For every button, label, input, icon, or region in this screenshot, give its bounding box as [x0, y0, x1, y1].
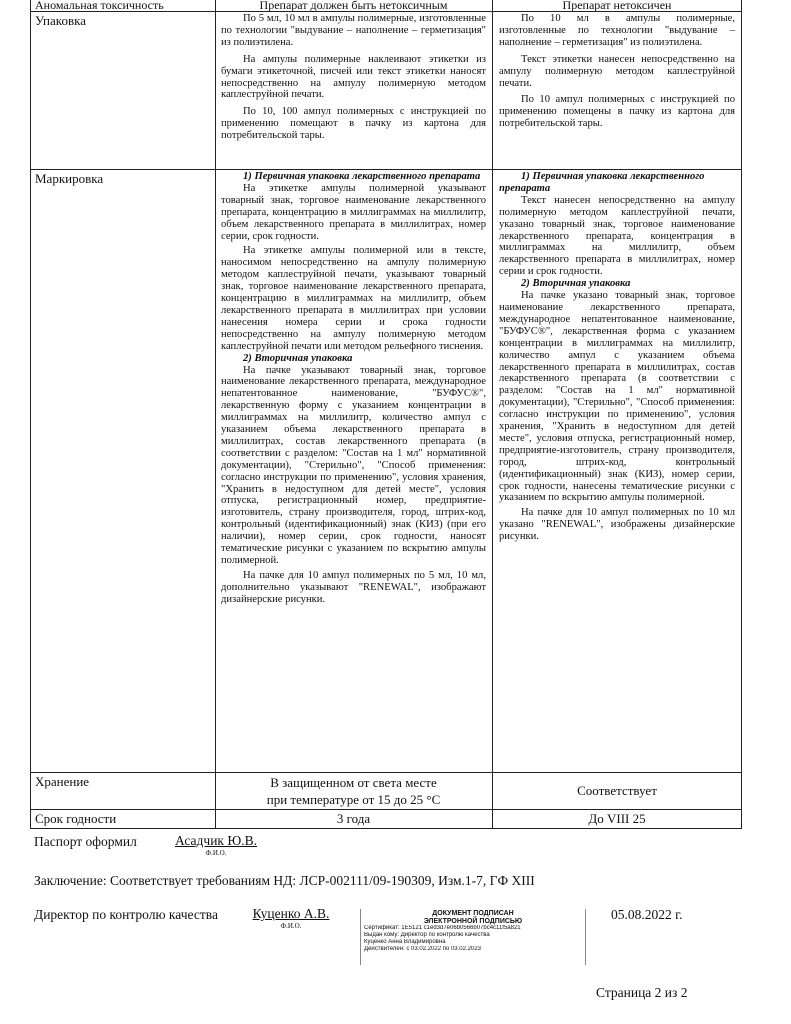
marking-result-p2: На пачке указано товарный знак, торговое наименование лекарственного препарата, международное непатентованное наименование, "БУФУС®", лекарственная форма с указанием концентрации в миллиграммах на миллилитр, количество ампул с указанием объема лекарственного препарата в миллилитрах, состав лекарственного препарата (в соответствии с разделом: "Состав на 1 мл" нормативной документации), "Стерильно", "Способ применения: согласно инструкции по применению", условия хранения, "Хранить в недоступном для детей месте", условия отпуска, регистрационный номер, предприятие-изготовитель, страну производителя, город, штрих-код, контрольный (идентификационный) знак (КИЗ), номер серии, срок годности, нанесены тематические рисунки с указанием по вскрытию ампулы полимерной. [499, 290, 735, 504]
passport-label: Паспорт оформил [34, 834, 137, 849]
marking-spec-heading-secondary: 2) Вторичная упаковка [243, 352, 353, 364]
header-result: Препарат нетоксичен [562, 0, 672, 11]
stamp-certificate: Сертификат: 1E5121 c1ed3d7e06b0566b07bc4c11f5a821 [364, 925, 521, 931]
packaging-row [30, 12, 742, 170]
packaging-spec-p2: На ампулы полимерные наклеивают этикетки из бумаги этикеточной, писчей или текст этикетки наносят непосредственно на ампулу полимерную методом каплеструйной печати. [221, 53, 486, 101]
packaging-result-p3: По 10 ампул полимерных с инструкцией по применению помещены в пачку из картона для потребительской тары. [499, 94, 735, 130]
storage-spec-line1: В защищенном от света месте [270, 775, 437, 790]
stamp-holder-name: Куценко Анна Владимировна [364, 939, 446, 945]
electronic-signature-stamp [360, 909, 586, 965]
shelf-life-label: Срок годности [31, 810, 216, 828]
shelf-life-result: До VIII 25 [588, 811, 646, 826]
marking-spec-p2: На этикетке ампулы полимерной или в тексте, наносимом непосредственно на ампулу полимерную методом каплеструйной печати, указывают товарный знак, торговое наименование лекарственного препарата, концентрацию в миллиграммах на миллилитр, объем лекарственного препарата в миллилитрах при условии нанесения номера серии и срока годности непосредственно на ампулу полимерную методом каплеструйной печати или методом рельефного тиснения. [221, 245, 486, 352]
stamp-title-1: ДОКУМЕНТ ПОДПИСАН [432, 910, 514, 917]
marking-result [493, 170, 741, 772]
packaging-spec-p3: По 10, 100 ампул полимерных с инструкцией по применению помещают в пачку из картона для потребительской тары. [221, 106, 486, 142]
marking-spec-p1: На этикетке ампулы полимерной указывают товарный знак, торговое наименование лекарственного препарата, концентрацию в миллиграммах на миллилитр, объем лекарственного препарата в миллилитрах, номер серии, срок годности. [221, 182, 486, 242]
director-signature [246, 906, 336, 930]
packaging-result-p2: Текст этикетки нанесен непосредственно на ампулу полимерную методом каплеструйной печати. [499, 53, 735, 89]
packaging-spec [216, 12, 493, 169]
shelf-life-spec: 3 года [216, 810, 493, 828]
marking-result-p1: Текст нанесен непосредственно на ампулу полимерную методом каплеструйной печати, указано товарный знак, торговое наименование лекарственного препарата, концентрация в миллиграммах на миллилитр, объем лекарственного препарата в миллилитрах, номер серии и срок годности. [499, 194, 735, 278]
storage-spec-line2: при температуре от 15 до 25 °С [266, 792, 441, 807]
stamp-issued-to: Выдан кому: Директор по контролю качества [364, 932, 490, 938]
marking-spec [216, 170, 493, 772]
marking-row [30, 170, 742, 773]
header-row [30, 0, 742, 12]
director-label: Директор по контролю качества [34, 907, 218, 922]
storage-label: Хранение [31, 773, 216, 809]
packaging-label: Упаковка [31, 12, 216, 169]
marking-result-heading-primary: 1) Первичная упаковка лекарственного препарата [499, 171, 705, 194]
passport-fio-caption: Ф.И.О. [205, 849, 227, 857]
marking-label: Маркировка [31, 170, 216, 772]
stamp-title-2: ЭЛЕКТРОННОЙ ПОДПИСЬЮ [423, 917, 523, 925]
shelf-life-row [30, 810, 742, 829]
certificate-table [30, 0, 742, 829]
passport-name: Асадчик Ю.В. [174, 833, 257, 848]
marking-result-heading-secondary: 2) Вторичная упаковка [521, 278, 631, 290]
director-name: Куценко А.В. [252, 906, 330, 921]
storage-row [30, 773, 742, 810]
header-indicator: Аномальная токсичность [31, 0, 216, 11]
signature-date: 05.08.2022 г. [611, 907, 683, 922]
stamp-validity: Действителен: с 03.02.2022 по 03.02.2023 [364, 946, 481, 952]
marking-spec-heading-primary: 1) Первичная упаковка лекарственного препарата [243, 171, 481, 182]
page-number: Страница 2 из 2 [596, 985, 688, 1000]
conclusion-text: Заключение: Соответствует требованиям НД: ЛСР-002111/09-190309, Изм.1-7, ГФ XIII [34, 873, 535, 888]
marking-result-p3: На пачке для 10 ампул полимерных по 10 мл указано "RENEWAL", изображены дизайнерские рисунки. [499, 507, 735, 543]
marking-spec-p4: На пачке для 10 ампул полимерных по 5 мл, 10 мл, дополнительно указывают "RENEWAL", изображают дизайнерские рисунки. [221, 569, 486, 605]
director-fio-caption: Ф.И.О. [280, 922, 302, 930]
storage-spec [216, 773, 493, 809]
marking-spec-p3: На пачке указывают товарный знак, торговое наименование лекарственного препарата, международное непатентованное наименование, "БУФУС®", лекарственную форму с указанием концентрации в миллиграммах на миллилитр, количество ампул с указанием объема лекарственного препарата в миллилитрах, состав лекарственного препарата (в соответствии с разделом: "Состав на 1 мл" нормативной документации), "Стерильно", "Способ применения: согласно инструкции по применению", условия хранения, "Хранить в недоступном для детей месте", условия отпуска, регистрационный номер, предприятие-изготовитель, страну производителя, город, штрих-код, контрольный (идентификационный) знак (КИЗ) (при его наличии), номер серии, срок годности, наносят тематические рисунки с указанием по вскрытию ампулы полимерной. [221, 364, 486, 566]
passport-signature [168, 833, 264, 857]
header-spec: Препарат должен быть нетоксичным [216, 0, 493, 11]
storage-result: Соответствует [577, 783, 657, 798]
packaging-result [493, 12, 741, 169]
packaging-spec-p1: По 5 мл, 10 мл в ампулы полимерные, изготовленные по технологии "выдувание – наполнение – герметизация" из полиэтилена. [221, 13, 486, 48]
packaging-result-p1: По 10 мл в ампулы полимерные, изготовленные по технологии "выдувание – наполнение – герметизация" из полиэтилена. [499, 13, 735, 48]
